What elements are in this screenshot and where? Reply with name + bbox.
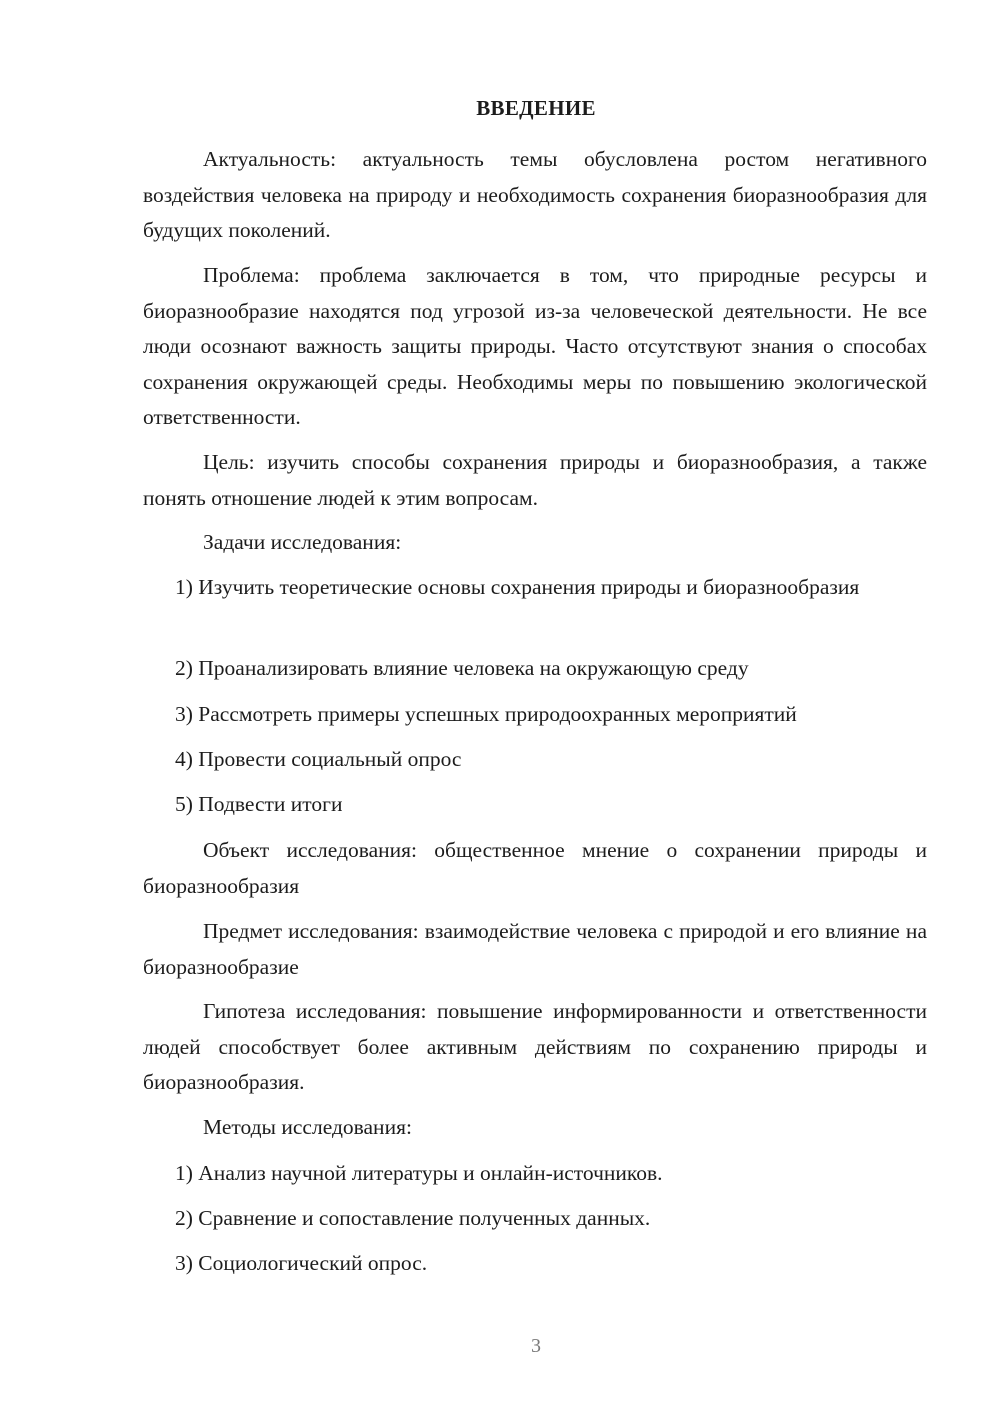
task-item-text: 1) Изучить теоретические основы сохранения природы и биоразнообразия [175, 575, 860, 599]
problem-text: Проблема: проблема заключается в том, что природные ресурсы и биоразнообразие находятся под угрозой из-за человеческой деятельности. Не все люди осознают важность защиты природы. Часто отсутствуют знания о способах сохранения окружающей среды. Необходимы меры по повышению экологической ответственности. [143, 263, 927, 429]
task-item [143, 651, 927, 687]
task-item [143, 697, 927, 733]
task-item-text: 5) Подвести итоги [175, 792, 343, 816]
task-item-text: 4) Провести социальный опрос [175, 747, 462, 771]
task-item-text: 3) Рассмотреть примеры успешных природоохранных мероприятий [175, 702, 797, 726]
method-item [143, 1246, 927, 1282]
methods-heading [143, 1110, 927, 1146]
method-item-text: 3) Социологический опрос. [175, 1251, 428, 1275]
object-text: Объект исследования: общественное мнение о сохранении природы и биоразнообразия [143, 838, 927, 898]
method-item [143, 1156, 927, 1192]
hypothesis-paragraph [143, 994, 927, 1101]
task-item [143, 787, 927, 823]
methods-heading-text: Методы исследования: [203, 1115, 412, 1139]
page-number: 3 [531, 1335, 541, 1357]
relevance-paragraph [143, 142, 927, 249]
task-item [143, 570, 927, 606]
tasks-heading-text: Задачи исследования: [203, 530, 402, 554]
goal-text: Цель: изучить способы сохранения природы и биоразнообразия, а также понять отношение людей к этим вопросам. [143, 450, 927, 510]
method-item-text: 2) Сравнение и сопоставление полученных данных. [175, 1206, 651, 1230]
subject-text: Предмет исследования: взаимодействие человека с природой и его влияние на биоразнообразие [143, 919, 927, 979]
task-item-text: 2) Проанализировать влияние человека на окружающую среду [175, 656, 749, 680]
goal-paragraph [143, 445, 927, 516]
tasks-heading [143, 525, 927, 561]
problem-paragraph [143, 258, 927, 436]
object-paragraph [143, 833, 927, 904]
task-item [143, 742, 927, 778]
hypothesis-text: Гипотеза исследования: повышение информированности и ответственности людей способствует более активным действиям по сохранению природы и биоразнообразия. [143, 999, 927, 1094]
subject-paragraph [143, 914, 927, 985]
page-title: ВВЕДЕНИЕ [476, 96, 596, 120]
method-item [143, 1201, 927, 1237]
relevance-text: Актуальность: актуальность темы обусловлена ростом негативного воздействия человека на природу и необходимость сохранения биоразнообразия для будущих поколений. [143, 147, 927, 242]
method-item-text: 1) Анализ научной литературы и онлайн-источников. [175, 1161, 663, 1185]
